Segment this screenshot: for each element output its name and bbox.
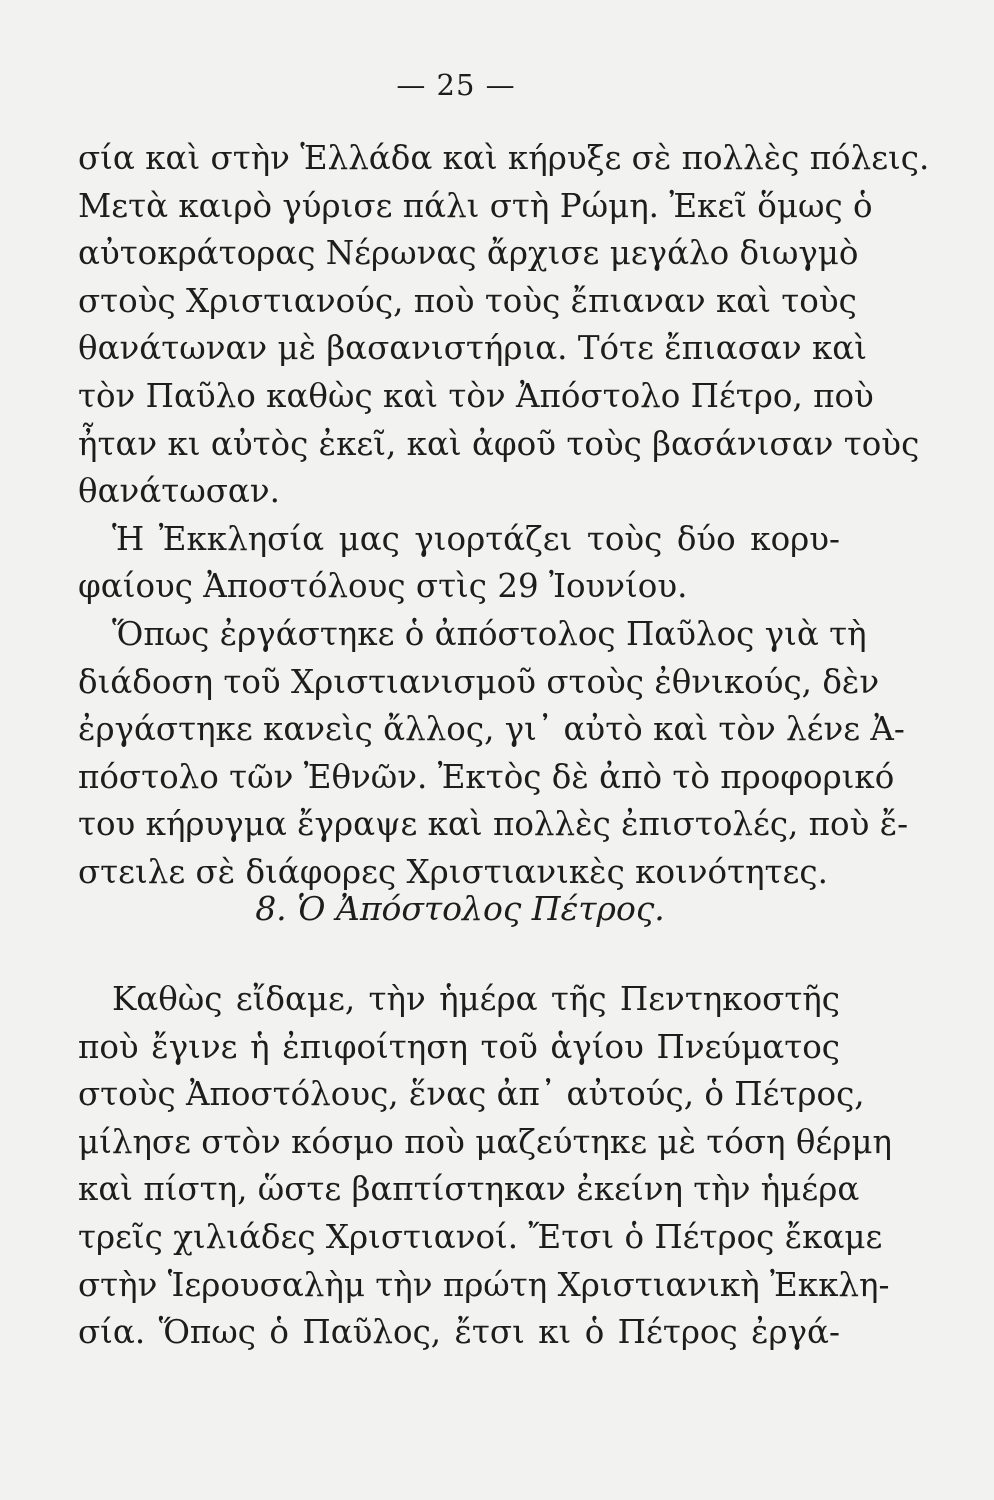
body-text-block-1 bbox=[78, 135, 930, 897]
text-line: πόστολο τῶν Ἐθνῶν. Ἐκτὸς δὲ ἀπὸ τὸ προφορικό bbox=[78, 757, 895, 796]
text-line: φαίους Ἀποστόλους στὶς 29 Ἰουνίου. bbox=[78, 567, 688, 606]
text-line: στοὺς Ἀποστόλους, ἕνας ἀπ᾿ αὐτούς, ὁ Πέτρος, bbox=[78, 1075, 865, 1114]
text-line: μίλησε στὸν κόσμο ποὺ μαζεύτηκε μὲ τόση θέρμη bbox=[78, 1122, 892, 1161]
text-line: σία. Ὅπως ὁ Παῦλος, ἔτσι κι ὁ Πέτρος ἐργά- bbox=[78, 1313, 840, 1352]
text-line: του κήρυγμα ἔγραψε καὶ πολλὲς ἐπιστολές, ποὺ ἔ- bbox=[78, 805, 909, 844]
text-line: Μετὰ καιρὸ γύρισε πάλι στὴ Ρώμη. Ἐκεῖ ὅμως ὁ bbox=[78, 186, 873, 225]
text-line: θανάτωναν μὲ βασανιστήρια. Τότε ἔπιασαν καὶ bbox=[78, 329, 867, 368]
text-line: Καθὼς εἴδαμε, τὴν ἡμέρα τῆς Πεντηκοστῆς bbox=[112, 980, 840, 1018]
text-line: τρεῖς χιλιάδες Χριστιανοί. Ἔτσι ὁ Πέτρος ἔκαμε bbox=[78, 1217, 883, 1256]
text-line: στὴν Ἱερουσαλὴμ τὴν πρώτη Χριστιανικὴ Ἐκκλη- bbox=[78, 1265, 890, 1304]
text-line: στειλε σὲ διάφορες Χριστιανικὲς κοινότητες. bbox=[78, 852, 828, 891]
text-line: καὶ πίστη, ὥστε βαπτίστηκαν ἐκείνη τὴν ἡμέρα bbox=[78, 1170, 860, 1209]
text-line: σία καὶ στὴν Ἑλλάδα καὶ κήρυξε σὲ πολλὲς πόλεις. bbox=[78, 139, 930, 177]
text-line: ἦταν κι αὐτὸς ἐκεῖ, καὶ ἀφοῦ τοὺς βασάνισαν τοὺς bbox=[78, 424, 920, 463]
text-line: ποὺ ἔγινε ἡ ἐπιφοίτηση τοῦ ἁγίου Πνεύματος bbox=[78, 1027, 840, 1066]
text-line: αὐτοκράτορας Νέρωνας ἄρχισε μεγάλο διωγμὸ bbox=[78, 234, 859, 273]
text-line: διάδοση τοῦ Χριστιανισμοῦ στοὺς ἐθνικούς, δὲν bbox=[78, 662, 880, 701]
body-text-block-2 bbox=[78, 976, 892, 1357]
text-line: στοὺς Χριστιανούς, ποὺ τοὺς ἔπιαναν καὶ τοὺς bbox=[78, 281, 857, 320]
text-line: θανάτωσαν. bbox=[78, 472, 280, 511]
text-line: τὸν Παῦλο καθὼς καὶ τὸν Ἀπόστολο Πέτρο, ποὺ bbox=[78, 376, 874, 415]
text-line: ἐργάστηκε κανεὶς ἄλλος, γι᾿ αὐτὸ καὶ τὸν λένε Ἀ- bbox=[78, 710, 905, 749]
page-number: — 25 — bbox=[396, 68, 516, 102]
section-heading: 8. Ὁ Ἀπόστολος Πέτρος. bbox=[255, 889, 665, 928]
text-line: Ἡ Ἐκκλησία μας γιορτάζει τοὺς δύο κορυ- bbox=[112, 519, 840, 558]
text-line: Ὅπως ἐργάστηκε ὁ ἀπόστολος Παῦλος γιὰ τὴ bbox=[112, 614, 867, 653]
